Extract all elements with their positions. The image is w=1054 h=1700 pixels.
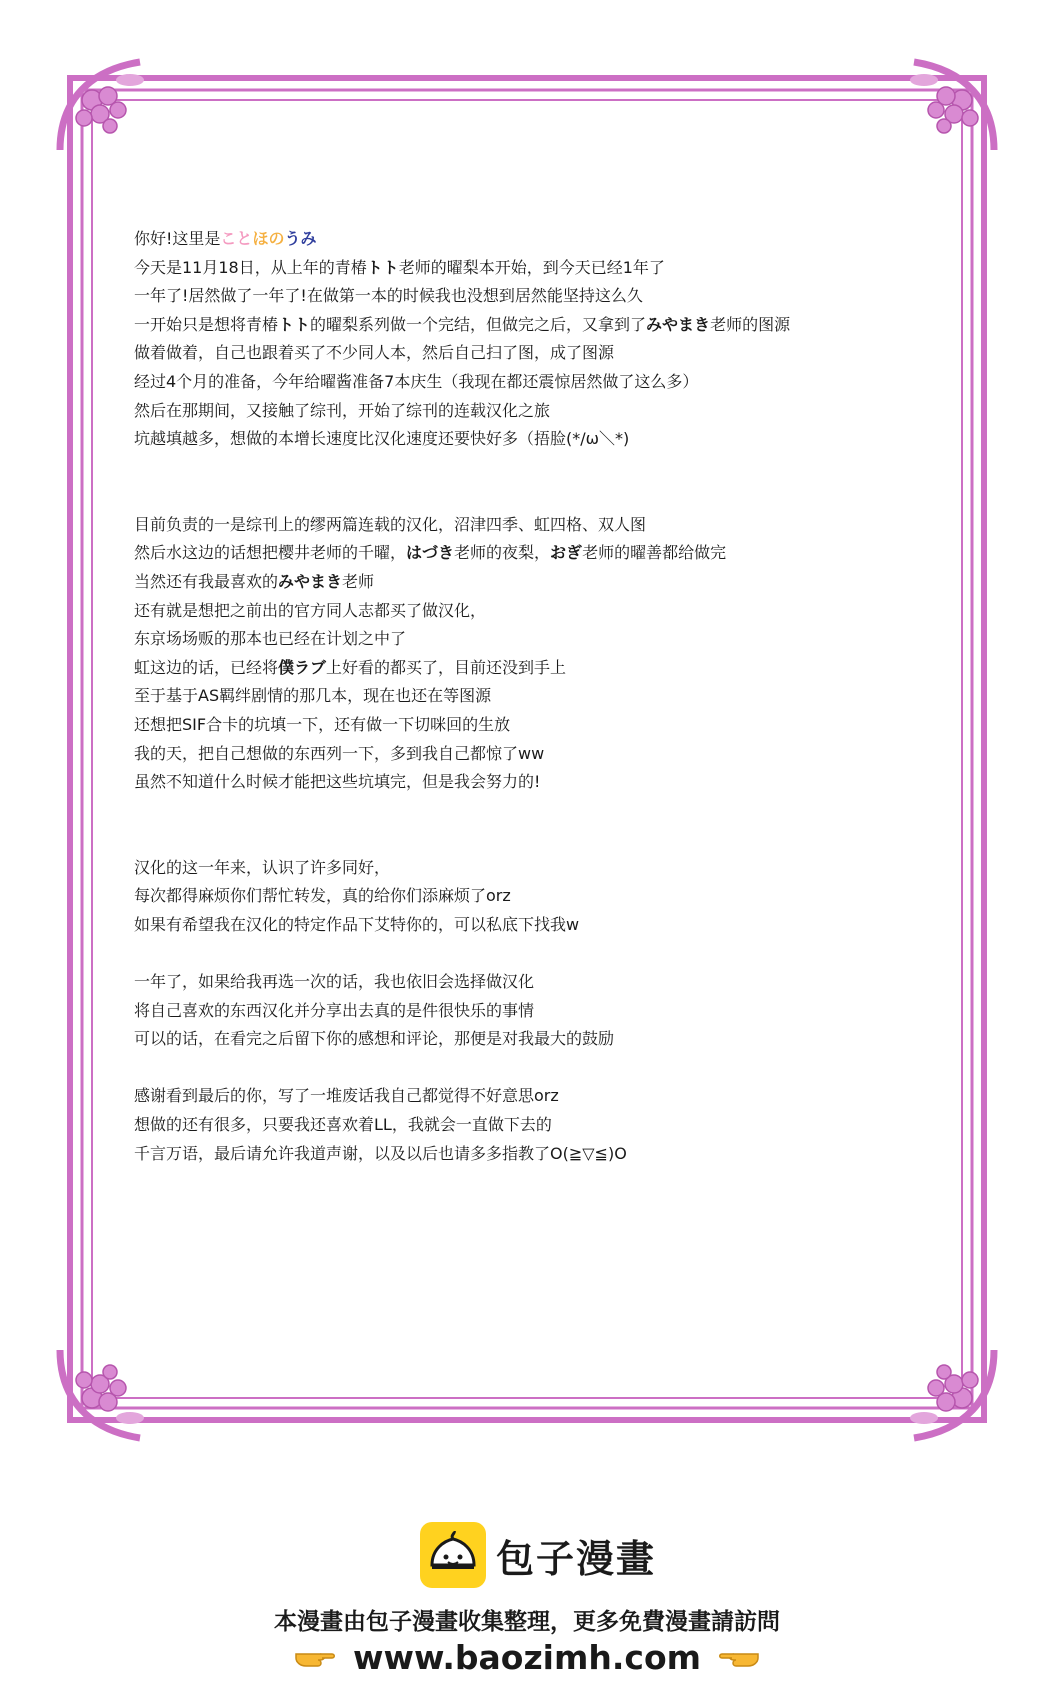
- text-span: 做着做着，自己也跟着买了不少同人本，然后自己扫了图，成了图源: [134, 343, 615, 363]
- paragraph-2: [134, 511, 934, 797]
- text-span: 经过4个月的准备，今年给曜酱准备7本庆生（我现在都还震惊居然做了这么多）: [134, 371, 699, 391]
- pointing-hand-left-icon: [717, 1643, 763, 1673]
- text-line: [134, 997, 934, 1026]
- text-span: 至于基于AS羁绊剧情的那几本，现在也还在等图源: [134, 686, 492, 706]
- bold-name-span: トト: [278, 314, 311, 334]
- site-url-link[interactable]: www.baozimh.com: [353, 1638, 701, 1677]
- text-span: 将自己喜欢的东西汉化并分享出去真的是件很快乐的事情: [134, 1000, 535, 1020]
- bold-name-span: トト: [366, 257, 399, 277]
- text-span: 千言万语，最后请允许我道声谢，以及以后也请多多指教了O(≧▽≦)O: [134, 1143, 627, 1163]
- text-line: [134, 368, 934, 397]
- text-span: 的曜梨系列做一个完结，但做完之后，又拿到了: [310, 314, 647, 334]
- text-line: [134, 568, 934, 597]
- text-span: 我的天，把自己想做的东西列一下，多到我自己都惊了ww: [134, 743, 545, 763]
- brand-logo[interactable]: [420, 1522, 656, 1588]
- text-span: 老师的夜梨，: [454, 543, 551, 563]
- text-line: [134, 511, 934, 540]
- text-line: [134, 711, 934, 740]
- bold-name-span: みやまき: [646, 314, 711, 334]
- paragraph-4: [134, 968, 934, 1054]
- corner-ornament-top-right: [928, 87, 978, 133]
- text-span: 汉化的这一年来，认识了许多同好，: [134, 857, 391, 877]
- text-span: 想做的还有很多，只要我还喜欢着LL，我就会一直做下去的: [134, 1115, 552, 1135]
- text-span: 老师的曜梨本开始，到今天已经1年了: [398, 257, 665, 277]
- text-line: [134, 768, 934, 797]
- text-span: 虽然不知道什么时候才能把这些坑填完，但是我会努力的!: [134, 772, 541, 792]
- corner-ornament-top-left: [76, 87, 126, 133]
- text-span: 老师的图源: [710, 314, 791, 334]
- text-span: 今天是11月18日，从上年的青椿: [134, 257, 367, 277]
- text-span: 还想把SIF合卡的坑填一下，还有做一下切咪回的生放: [134, 714, 511, 734]
- text-line: [134, 682, 934, 711]
- bold-name-span: 僕ラブ: [278, 657, 327, 677]
- text-span: 一年了!居然做了一年了!在做第一本的时候我也没想到居然能坚持这么久: [134, 286, 643, 306]
- text-span: 还有就是想把之前出的官方同人志都买了做汉化，: [134, 600, 487, 620]
- text-line: [134, 911, 934, 940]
- greeting-prefix: 你好!这里是: [134, 229, 221, 248]
- text-line: [134, 339, 934, 368]
- text-span: 一开始只是想将青椿: [134, 314, 279, 334]
- pointing-hand-right-icon: [291, 1643, 337, 1673]
- bold-name-span: おぎ: [550, 543, 583, 563]
- text-line: [134, 597, 934, 626]
- text-line: [134, 311, 934, 340]
- greeting-kana-koto: こと: [220, 229, 253, 248]
- text-span: 老师的曜善都给做完: [582, 543, 727, 563]
- text-span: 上好看的都买了，目前还没到手上: [326, 657, 567, 677]
- text-line: [134, 397, 934, 426]
- bold-name-span: みやまき: [278, 571, 343, 591]
- url-row: [0, 1638, 1054, 1677]
- text-line: [134, 968, 934, 997]
- text-span: 可以的话，在看完之后留下你的感想和评论，那便是对我最大的鼓励: [134, 1029, 615, 1049]
- text-line: [134, 882, 934, 911]
- greeting-kana-hono: ほの: [252, 229, 285, 248]
- footer-watermark: [0, 1500, 1054, 1700]
- text-line: [134, 282, 934, 311]
- text-line: [134, 1025, 934, 1054]
- text-line: [134, 539, 934, 568]
- text-span: 老师: [342, 571, 375, 591]
- letter-body: [134, 225, 934, 1168]
- text-span: 坑越填越多，想做的本增长速度比汉化速度还要快好多（捂脸(*/ω＼*): [134, 429, 630, 449]
- text-span: 目前负责的一是综刊上的缪两篇连载的汉化，沼津四季、虹四格、双人图: [134, 514, 647, 534]
- text-span: 东京场场贩的那本也已经在计划之中了: [134, 629, 407, 649]
- bun-mascot-icon: [420, 1522, 486, 1588]
- text-line: [134, 254, 934, 283]
- bold-name-span: はづき: [406, 543, 455, 563]
- text-span: 然后在那期间，又接触了综刊，开始了综刊的连载汉化之旅: [134, 400, 551, 420]
- text-span: 一年了，如果给我再选一次的话，我也依旧会选择做汉化: [134, 972, 535, 992]
- text-span: 然后水这边的话想把樱井老师的千曜，: [134, 543, 407, 563]
- footer-caption: 本漫畫由包子漫畫收集整理，更多免費漫畫請訪問: [274, 1609, 780, 1635]
- text-span: 虹这边的话，已经将: [134, 657, 279, 677]
- corner-ornament-bottom-right: [928, 1365, 978, 1411]
- text-span: 当然还有我最喜欢的: [134, 571, 279, 591]
- text-span: 每次都得麻烦你们帮忙转发，真的给你们添麻烦了orz: [134, 886, 511, 906]
- text-line: [134, 1111, 934, 1140]
- text-line: [134, 654, 934, 683]
- text-line: [134, 1082, 934, 1111]
- brand-name: 包子漫畫: [496, 1535, 657, 1581]
- paragraph-1: [134, 254, 934, 454]
- text-span: 如果有希望我在汉化的特定作品下艾特你的，可以私底下找我w: [134, 914, 580, 934]
- text-span: 感谢看到最后的你，写了一堆废话我自己都觉得不好意思orz: [134, 1086, 559, 1106]
- paragraph-3: [134, 854, 934, 940]
- text-line: [134, 854, 934, 883]
- text-line: [134, 740, 934, 769]
- paragraph-5: [134, 1082, 934, 1168]
- text-line: [134, 1140, 934, 1169]
- text-line: [134, 625, 934, 654]
- corner-ornament-bottom-left: [76, 1365, 126, 1411]
- greeting-line: [134, 225, 934, 254]
- greeting-kana-umi: うみ: [284, 229, 317, 248]
- text-line: [134, 425, 934, 454]
